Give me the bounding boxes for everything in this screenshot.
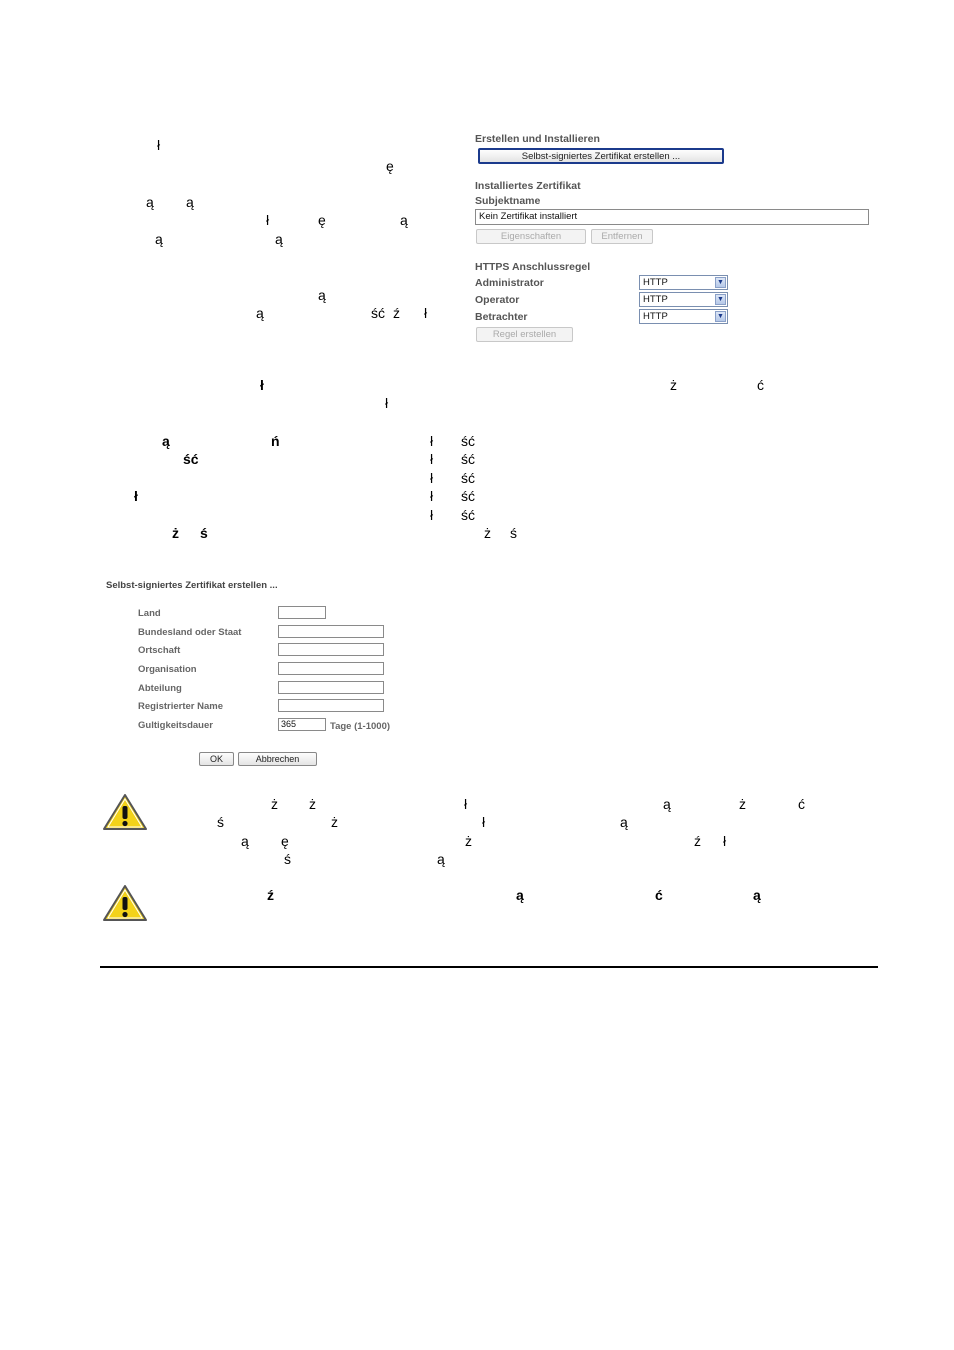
remove-button[interactable]: Entfernen [591, 229, 653, 244]
cert-form-title: Selbst-signiertes Zertifikat erstellen ... [106, 580, 278, 591]
field-label-gultigkeitsdauer: Gultigkeitsdauer [138, 720, 213, 731]
field-label-bundesland: Bundesland oder Staat [138, 627, 242, 638]
body-glyph: ą [516, 887, 524, 903]
body-glyph: ą [155, 231, 163, 247]
warning-icon [102, 884, 148, 922]
page-divider [100, 966, 878, 968]
administrator-protocol-select[interactable] [639, 275, 728, 290]
cancel-button[interactable]: Abbrechen [238, 752, 317, 766]
body-glyph: ł [430, 470, 434, 486]
body-glyph: ć [798, 796, 805, 812]
body-glyph: ź [267, 887, 274, 903]
betrachter-protocol-value: HTTP [643, 311, 668, 322]
body-glyph: ż [309, 796, 316, 812]
body-glyph: ł [134, 488, 138, 504]
body-glyph: ś [510, 525, 517, 541]
body-glyph: ł [464, 796, 468, 812]
chevron-down-icon[interactable]: ▼ [715, 294, 726, 305]
body-glyph: ł [385, 395, 389, 411]
create-rule-button[interactable]: Regel erstellen [476, 327, 573, 342]
bundesland-input[interactable] [278, 625, 384, 638]
body-glyph: ł [430, 507, 434, 523]
body-glyph: ść [371, 305, 385, 321]
body-glyph: ę [318, 212, 326, 228]
body-glyph: ą [620, 814, 628, 830]
body-glyph: ł [723, 833, 727, 849]
ortschaft-input[interactable] [278, 643, 384, 656]
body-glyph: ł [430, 488, 434, 504]
installed-section-title: Installiertes Zertifikat [475, 180, 581, 192]
body-glyph: ł [430, 433, 434, 449]
body-glyph: ć [757, 377, 764, 393]
body-glyph: ą [663, 796, 671, 812]
body-glyph: ż [484, 525, 491, 541]
land-input[interactable] [278, 606, 326, 619]
rule-role-betrachter: Betrachter [475, 311, 528, 323]
body-glyph: ś [217, 814, 224, 830]
body-glyph: ść [461, 488, 475, 504]
body-glyph: ł [424, 305, 428, 321]
body-glyph: ść [183, 451, 199, 467]
chevron-down-icon[interactable]: ▼ [715, 311, 726, 322]
body-glyph: ść [461, 470, 475, 486]
create-cert-form [102, 576, 400, 774]
properties-button[interactable]: Eigenschaften [476, 229, 586, 244]
betrachter-protocol-select[interactable] [639, 309, 728, 324]
validity-unit-label: Tage (1-1000) [330, 721, 391, 732]
body-glyph: ą [275, 231, 283, 247]
body-glyph: ą [162, 433, 170, 449]
operator-protocol-select[interactable] [639, 292, 728, 307]
body-glyph: ą [753, 887, 761, 903]
subject-name-field[interactable]: Kein Zertifikat installiert [475, 209, 869, 225]
rule-role-administrator: Administrator [475, 277, 544, 289]
field-label-registrierter-name: Registrierter Name [138, 701, 224, 712]
body-glyph: ą [400, 212, 408, 228]
body-glyph: ść [461, 507, 475, 523]
body-glyph: ą [241, 833, 249, 849]
https-settings-panel [468, 128, 876, 348]
body-glyph: ł [430, 451, 434, 467]
body-glyph: ż [271, 796, 278, 812]
body-glyph: ż [739, 796, 746, 812]
field-label-abteilung: Abteilung [138, 683, 182, 694]
body-glyph: ą [318, 287, 326, 303]
warning-icon [102, 793, 148, 831]
body-glyph: ą [146, 194, 154, 210]
body-glyph: ść [461, 433, 475, 449]
body-glyph: ś [200, 525, 208, 541]
abteilung-input[interactable] [278, 681, 384, 694]
body-glyph: ć [655, 887, 663, 903]
body-glyph: ż [465, 833, 472, 849]
body-glyph: ż [172, 525, 179, 541]
https-rule-section-title: HTTPS Anschlussregel [475, 261, 591, 273]
chevron-down-icon[interactable]: ▼ [715, 277, 726, 288]
create-section-title: Erstellen und Installieren [475, 133, 600, 145]
ok-button[interactable]: OK [199, 752, 234, 766]
body-glyph: ż [331, 814, 338, 830]
subject-name-label: Subjektname [475, 195, 541, 207]
body-glyph: ź [393, 305, 400, 321]
body-glyph: ł [157, 137, 161, 153]
body-glyph: ś [284, 851, 291, 867]
body-glyph: ą [437, 851, 445, 867]
body-glyph: ż [670, 377, 677, 393]
body-glyph: ę [281, 833, 289, 849]
gultigkeitsdauer-input[interactable]: 365 [278, 718, 326, 731]
create-self-signed-cert-button[interactable]: Selbst-signiertes Zertifikat erstellen ... [478, 148, 724, 164]
body-glyph: ł [482, 814, 486, 830]
operator-protocol-value: HTTP [643, 294, 668, 305]
registrierter-name-input[interactable] [278, 699, 384, 712]
organisation-input[interactable] [278, 662, 384, 675]
rule-role-operator: Operator [475, 294, 520, 306]
body-glyph: ń [271, 433, 280, 449]
field-label-land: Land [138, 608, 161, 619]
body-glyph: ł [266, 212, 270, 228]
body-glyph: ę [386, 158, 394, 174]
body-glyph: ą [186, 194, 194, 210]
body-glyph: ą [256, 305, 264, 321]
field-label-ortschaft: Ortschaft [138, 645, 181, 656]
body-glyph: ść [461, 451, 475, 467]
field-label-organisation: Organisation [138, 664, 197, 675]
body-glyph: ł [260, 377, 264, 393]
administrator-protocol-value: HTTP [643, 277, 668, 288]
body-glyph: ź [694, 833, 701, 849]
